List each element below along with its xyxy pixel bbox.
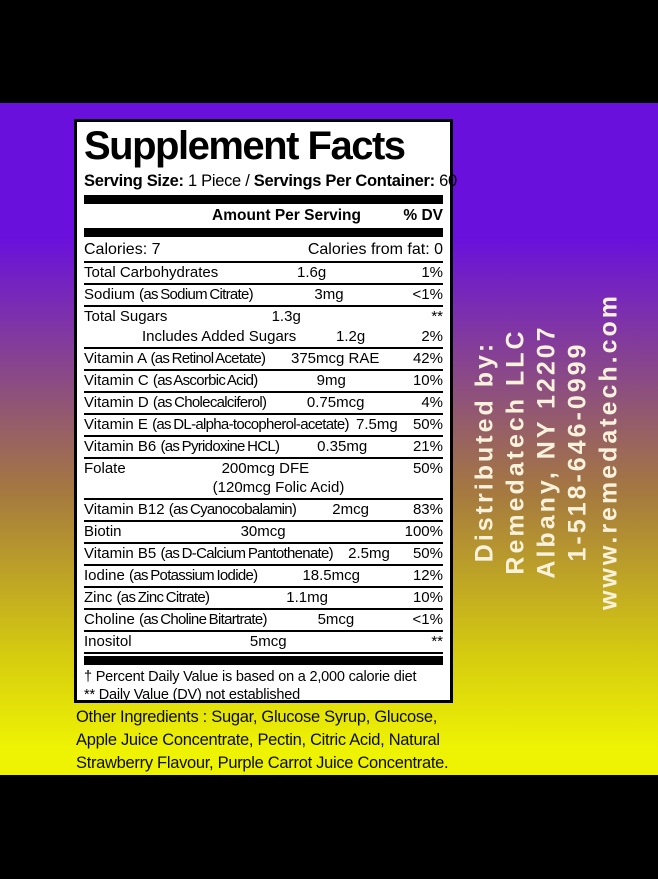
nutrient-name: Sodium (as Sodium Citrate) [84, 286, 253, 303]
nutrient-amount: 375mcg RAE [290, 350, 380, 367]
nutrient-name: Biotin [84, 523, 122, 540]
nutrient-amount: 0.35mg [317, 438, 368, 455]
table-row [84, 437, 443, 459]
nutrient-subline: (120mcg Folic Acid) [212, 479, 345, 496]
distributor-line: 1-518-646-0999 [563, 341, 592, 562]
nutrient-name: Total Sugars [84, 308, 168, 325]
nutrient-name: Includes Added Sugars [142, 328, 297, 345]
nutrient-amount: 2.5mg [348, 545, 390, 562]
footnote-daily-value: † Percent Daily Value is based on a 2,000 calorie diet [84, 669, 417, 685]
nutrient-amount: 5mcg [249, 633, 287, 650]
serving-size-value: 1 Piece / [183, 172, 254, 190]
nutrient-name: Folate [84, 460, 126, 477]
nutrient-dv: ** [431, 633, 443, 650]
serving-size-label: Serving Size: [84, 172, 184, 190]
nutrient-dv: 21% [412, 438, 443, 455]
nutrient-amount: 18.5mcg [302, 567, 360, 584]
other-ingredients-line: Apple Juice Concentrate, Pectin, Citric Acid, Natural [76, 731, 440, 749]
footnotes [84, 667, 443, 704]
panel-title: Supplement Facts [84, 124, 405, 168]
nutrient-dv: 12% [412, 567, 443, 584]
servings-per-container-value: 60 [434, 172, 457, 190]
table-row [84, 371, 443, 393]
table-row [84, 588, 443, 610]
nutrient-name: Inositol [84, 633, 132, 650]
divider-thick [84, 656, 443, 665]
distributor-line: www.remedatech.com [594, 292, 623, 611]
nutrient-dv: 2% [421, 328, 443, 345]
calories-value: Calories: 7 [84, 241, 161, 258]
table-row [84, 349, 443, 371]
servings-per-container-label: Servings Per Container: [253, 172, 435, 190]
nutrient-dv: 1% [421, 264, 443, 281]
other-ingredients-line: Other Ingredients : Sugar, Glucose Syrup, Glucose, [76, 708, 438, 726]
table-row [84, 610, 443, 632]
nutrient-dv: 42% [412, 350, 443, 367]
nutrient-name: Vitamin E (as DL-alpha-tocopherol-acetate) [84, 416, 349, 433]
nutrient-amount: 7.5mg [356, 416, 398, 433]
divider-thick [84, 195, 443, 204]
table-row [84, 522, 443, 544]
table-row [84, 307, 443, 327]
nutrient-dv: <1% [412, 286, 443, 303]
nutrient-amount: 1.1mg [286, 589, 328, 606]
distributor-line: Distributed by: [470, 340, 499, 563]
nutrient-dv: 10% [412, 589, 443, 606]
serving-size-line [84, 169, 457, 193]
nutrient-amount: 1.2g [336, 328, 366, 345]
table-row [84, 327, 443, 349]
nutrient-amount: 1.3g [271, 308, 301, 325]
nutrient-amount: 3mg [314, 286, 344, 303]
table-row [84, 263, 443, 285]
nutrient-dv: 83% [412, 501, 443, 518]
nutrient-dv: 50% [412, 460, 443, 477]
distributor-block [470, 277, 625, 627]
table-row [84, 632, 443, 654]
table-row [84, 459, 443, 500]
top-black-bar [0, 0, 658, 103]
nutrient-name: Vitamin B5 (as D-Calcium Pantothenate) [84, 545, 333, 562]
nutrient-amount: 200mcg DFE [221, 460, 310, 477]
calories-from-fat-value: Calories from fat: 0 [307, 241, 443, 258]
nutrient-amount: 2mcg [332, 501, 369, 518]
nutrient-dv: 50% [412, 416, 443, 433]
nutrient-dv: ** [431, 308, 443, 325]
footnote-not-established: ** Daily Value (DV) not established [84, 686, 300, 703]
other-ingredients [76, 706, 452, 775]
supplement-facts-panel [74, 119, 457, 703]
nutrient-name: Choline (as Choline Bitartrate) [84, 611, 267, 628]
nutrient-dv: <1% [412, 611, 443, 628]
distributor-line: Remedatech LLC [501, 328, 530, 575]
nutrient-dv: 10% [412, 372, 443, 389]
calories-row [84, 239, 443, 263]
nutrient-amount: 1.6g [297, 264, 327, 281]
nutrient-name: Vitamin D (as Cholecalciferol) [84, 394, 267, 411]
table-row [84, 500, 443, 522]
nutrient-name: Vitamin B12 (as Cyanocobalamin) [84, 501, 297, 518]
nutrient-dv: 50% [412, 545, 443, 562]
nutrient-amount: 30mcg [240, 523, 286, 540]
nutrient-name: Vitamin A (as Retinol Acetate) [84, 350, 266, 367]
nutrient-name: Vitamin C (as Ascorbic Acid) [84, 372, 258, 389]
table-row [84, 566, 443, 588]
facts-rows [84, 263, 443, 654]
nutrient-dv: 100% [404, 523, 443, 540]
table-row [84, 544, 443, 566]
table-row [84, 415, 443, 437]
nutrient-name: Vitamin B6 (as Pyridoxine HCL) [84, 438, 280, 455]
nutrient-name: Total Carbohydrates [84, 264, 219, 281]
nutrient-name: Iodine (as Potassium Iodide) [84, 567, 258, 584]
amount-per-serving-header: Amount Per Serving [212, 207, 361, 224]
other-ingredients-line: Strawberry Flavour, Purple Carrot Juice Concentrate. [76, 754, 449, 772]
nutrient-dv: 4% [421, 394, 443, 411]
nutrient-name: Zinc (as Zinc Citrate) [84, 589, 210, 606]
nutrient-amount: 0.75mcg [306, 394, 365, 411]
percent-dv-header: % DV [403, 207, 443, 224]
nutrient-amount: 9mg [316, 372, 346, 389]
bottom-black-bar [0, 775, 658, 879]
divider-thick [84, 228, 443, 237]
nutrient-amount: 5mcg [317, 611, 355, 628]
distributor-line: Albany, NY 12207 [532, 324, 561, 579]
facts-header-row [84, 206, 443, 226]
table-row [84, 393, 443, 415]
table-row [84, 285, 443, 307]
